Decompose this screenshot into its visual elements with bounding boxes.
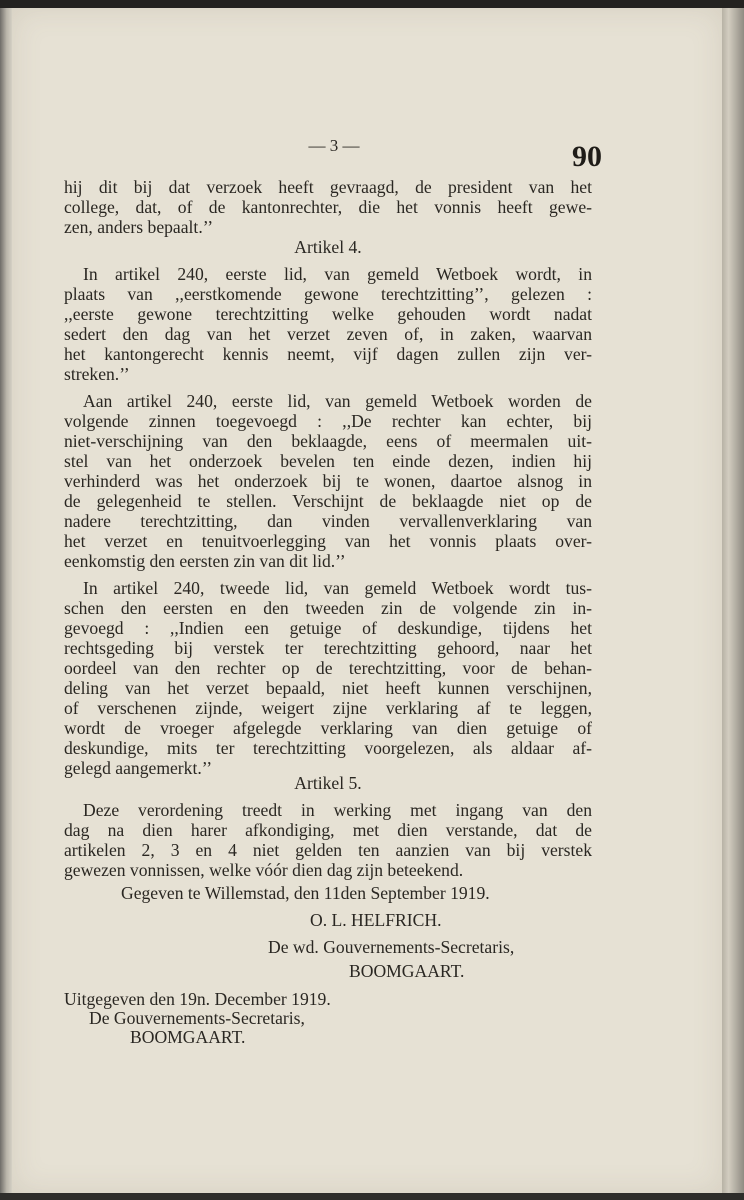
page-right-edge — [722, 8, 744, 1193]
document-page — [12, 8, 722, 1193]
issued-line: Uitgegeven den 19n. December 1919. — [64, 989, 331, 1009]
issued-title: De Gouvernements-Secretaris, — [89, 1008, 305, 1028]
text-line: of verschenen zijnde, weigert zijne verklaring af te leggen, — [64, 698, 592, 718]
text-line: oordeel van den rechter op de terechtzitting, voor de behan- — [64, 658, 592, 678]
text-line: gevoegd : ,,Indien een getuige of deskundige, tijdens het — [64, 618, 592, 638]
text-line: In artikel 240, tweede lid, van gemeld Wetboek wordt tus- — [83, 578, 592, 598]
text-line: dag na dien harer afkondiging, met dien verstande, dat de — [64, 820, 592, 840]
text-line: college, dat, of de kantonrechter, die het vonnis heeft gewe- — [64, 197, 592, 217]
text-line: volgende zinnen toegevoegd : ,,De rechter kan echter, bij — [64, 411, 592, 431]
text-line: rechtsgeding bij verstek ter terechtzitting gehoord, naar het — [64, 638, 592, 658]
text-line: plaats van ,,eerstkomende gewone terechtzitting’’, gelezen : — [64, 284, 592, 304]
scan-top-edge — [0, 0, 744, 8]
text-line: deling van het verzet bepaald, niet heeft kunnen verschijnen, — [64, 678, 592, 698]
text-line: het verzet en tenuitvoerlegging van het vonnis plaats over- — [64, 531, 592, 551]
text-line: gelegd aangemerkt.’’ — [64, 758, 213, 778]
signer-name: O. L. HELFRICH. — [310, 910, 442, 930]
text-line: wordt de vroeger afgelegde verklaring van dien getuige of — [64, 718, 592, 738]
secretary-name: BOOMGAART. — [349, 961, 465, 981]
page-binding-edge — [0, 8, 12, 1193]
given-at-line: Gegeven te Willemstad, den 11den September 1919. — [121, 883, 490, 903]
text-line: In artikel 240, eerste lid, van gemeld Wetboek wordt, in — [83, 264, 592, 284]
text-line: stel van het onderzoek bevelen ten einde dezen, indien hij — [64, 451, 592, 471]
text-line: Aan artikel 240, eerste lid, van gemeld Wetboek worden de — [83, 391, 592, 411]
text-line: Deze verordening treedt in werking met ingang van den — [83, 800, 592, 820]
text-line: sedert den dag van het verzet zeven of, in zaken, waarvan — [64, 324, 592, 344]
text-line: ,,eerste gewone terechtzitting welke gehouden wordt nadat — [64, 304, 592, 324]
text-line: verhinderd was het onderzoek bij te wonen, daartoe alsnog in — [64, 471, 592, 491]
text-line: zen, anders bepaalt.’’ — [64, 217, 214, 237]
text-line: streken.’’ — [64, 364, 130, 384]
text-line: schen den eersten en den tweeden zin de volgende zin in- — [64, 598, 592, 618]
scan-bottom-edge — [0, 1193, 744, 1200]
secretary-title: De wd. Gouvernements-Secretaris, — [268, 937, 515, 957]
article-5-heading: Artikel 5. — [294, 773, 362, 793]
article-4-heading: Artikel 4. — [294, 237, 362, 257]
issued-name: BOOMGAART. — [130, 1027, 246, 1047]
text-line: de gelegenheid te stellen. Verschijnt de beklaagde niet op de — [64, 491, 592, 511]
page-folio: — 3 — — [308, 136, 360, 155]
page-number: 90 — [572, 140, 602, 173]
text-line: hij dit bij dat verzoek heeft gevraagd, de president van het — [64, 177, 592, 197]
text-line: het kantongerecht kennis neemt, vijf dagen zullen zijn ver- — [64, 344, 592, 364]
text-line: nadere terechtzitting, dan vinden vervallenverklaring van — [64, 511, 592, 531]
text-line: artikelen 2, 3 en 4 niet gelden ten aanzien van bij verstek — [64, 840, 592, 860]
text-line: deskundige, mits ter terechtzitting voorgelezen, als aldaar af- — [64, 738, 592, 758]
text-line: gewezen vonnissen, welke vóór dien dag zijn beteekend. — [64, 860, 464, 880]
text-line: niet-verschijning van den beklaagde, eens of meermalen uit- — [64, 431, 592, 451]
text-line: eenkomstig den eersten zin van dit lid.’’ — [64, 551, 346, 571]
